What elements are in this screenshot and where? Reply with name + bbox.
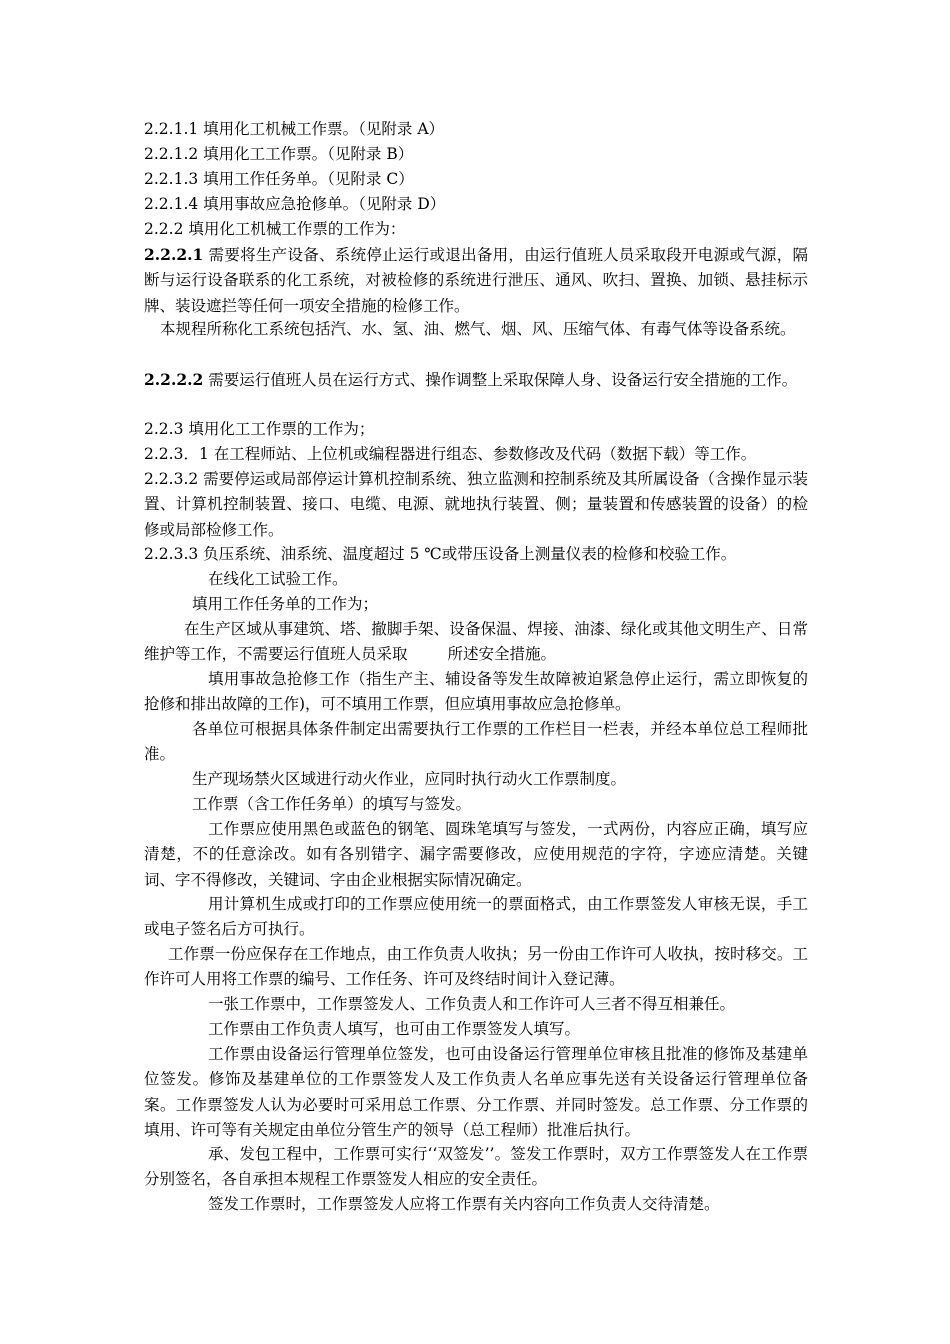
clause-text: 需要运行值班人员在运行方式、操作调整上采取保障人身、设备运行安全措施的工作。 [203,371,798,389]
ticket-copies-paragraph: 工作票一份应保存在工作地点，由工作负责人收执；另一份由工作许可人收执，按时移交。工作许可人用将工作票的编号、工作任务、许可及终结时间计入登记薄。 [144,945,808,989]
briefing-line: 签发工作票时，工作票签发人应将工作票有关内容向工作负责人交待清楚。 [208,1195,720,1213]
hot-work-line: 生产现场禁火区域进行动火作业，应同时执行动火工作票制度。 [192,770,627,788]
clause-2-2-1-2: 2.2.1.2 填用化工工作票。（见附录 B） [144,145,414,163]
work-ticket-heading: 工作票（含工作任务单）的填写与签发。 [192,795,472,813]
clause-2-2-3-3: 2.2.3.3 负压系统、油系统、温度超过 5 ℃或带压设备上测量仪表的检修和校验工作。 [144,545,737,563]
work-list-paragraph: 各单位可根据具体条件制定出需要执行工作票的工作栏目一栏表，并经本单位总工程师批准。 [144,720,808,764]
task-order-heading: 填用工作任务单的工作为； [192,595,379,613]
clause-2-2-3-1: 2.2.3．1 在工程师站、上位机或编程器进行组态、参数修改及代码（数据下载）等工作。 [144,445,757,463]
no-concurrent-roles-line: 一张工作票中，工作票签发人、工作负责人和工作许可人三者不得互相兼任。 [208,995,736,1013]
ticket-filler-line: 工作票由工作负责人填写，也可由工作票签发人填写。 [208,1020,581,1038]
task-order-text: 在生产区域从事建筑、塔、撤脚手架、设备保温、焊接、油漆、绿化或其他文明生产、日常维护等工作，不需要运行值班人员采取 [144,620,808,664]
clause-2-2-3: 2.2.3 填用化工工作票的工作为； [144,420,375,438]
task-order-text-end: 所述安全措施。 [447,645,557,664]
clause-2-2-2-2 [144,367,808,393]
clause-number: 2.2.2.1 [144,245,204,264]
ticket-issuing-paragraph: 工作票由设备运行管理单位签发，也可由设备运行管理单位审核且批准的修饰及基建单位签发。修饰及基建单位的工作票签发人及工作负责人名单应事先送有关设备运行管理单位备案。工作票签发人认为必要时可采用总工作票、分工作票、并同时签发。总工作票、分工作票的填用、许可等有关规定由单位分管生产的领导（总工程师）批准后执行。 [144,1045,808,1140]
clause-2-2-3-2: 2.2.3.2 需要停运或局部停运计算机控制系统、独立监测和控制系统及其所属设备（含操作显示装置、计算机控制装置、接口、电缆、电源、就地执行装置、侧；量装置和传感装置的设备）的检修或局部检修工作。 [144,470,808,539]
clause-2-2-1-3: 2.2.1.3 填用工作任务单。（见附录 C） [144,170,414,188]
clause-2-2-2: 2.2.2 填用化工机械工作票的工作为： [144,220,406,238]
clause-2-2-1-4: 2.2.1.4 填用事故应急抢修单。（见附录 D） [144,195,446,213]
dual-signature-paragraph: 承、发包工程中，工作票可实行‘‘双签发’’。签发工作票时，双方工作票签发人在工作票分别签名，各自承担本规程工作票签发人相应的安全责任。 [144,1145,808,1189]
task-order-paragraph [144,617,808,668]
clause-2-2-2-1 [144,242,808,319]
system-scope-paragraph: 本规程所称化工系统包括汽、水、氢、油、燃气、烟、风、压缩气体、有毒气体等设备系统。 [160,320,796,338]
clause-number: 2.2.2.2 [144,370,204,389]
computer-ticket-paragraph: 用计算机生成或打印的工作票应使用统一的票面格式，由工作票签发人审核无误，手工或电子签名后方可执行。 [144,895,808,939]
filling-rules-paragraph: 工作票应使用黑色或蓝色的钢笔、圆珠笔填写与签发，一式两份，内容应正确，填写应清楚，不的任意涂改。如有各别错字、漏字需要修改，应使用规范的字符，字迹应清楚。关键词、字不得修改，关键词、字由企业根据实际情况确定。 [144,820,808,889]
clause-text: 需要将生产设备、系统停止运行或退出备用，由运行值班人员采取段开电源或气源，隔断与运行设备联系的化工系统，对被检修的系统进行泄压、通风、吹扫、置换、加锁、悬挂标示牌、装设遮拦等任何一项安全措施的检修工作。 [144,246,808,315]
online-test-line: 在线化工试验工作。 [208,570,348,588]
clause-2-2-1-1: 2.2.1.1 填用化工机械工作票。（见附录 A） [144,120,445,138]
emergency-repair-paragraph: 填用事故急抢修工作（指生产主、辅设备等发生故障被迫紧急停止运行，需立即恢复的抢修和排出故障的工作)，可不填用工作票，但应填用事故应急抢修单。 [144,670,808,714]
